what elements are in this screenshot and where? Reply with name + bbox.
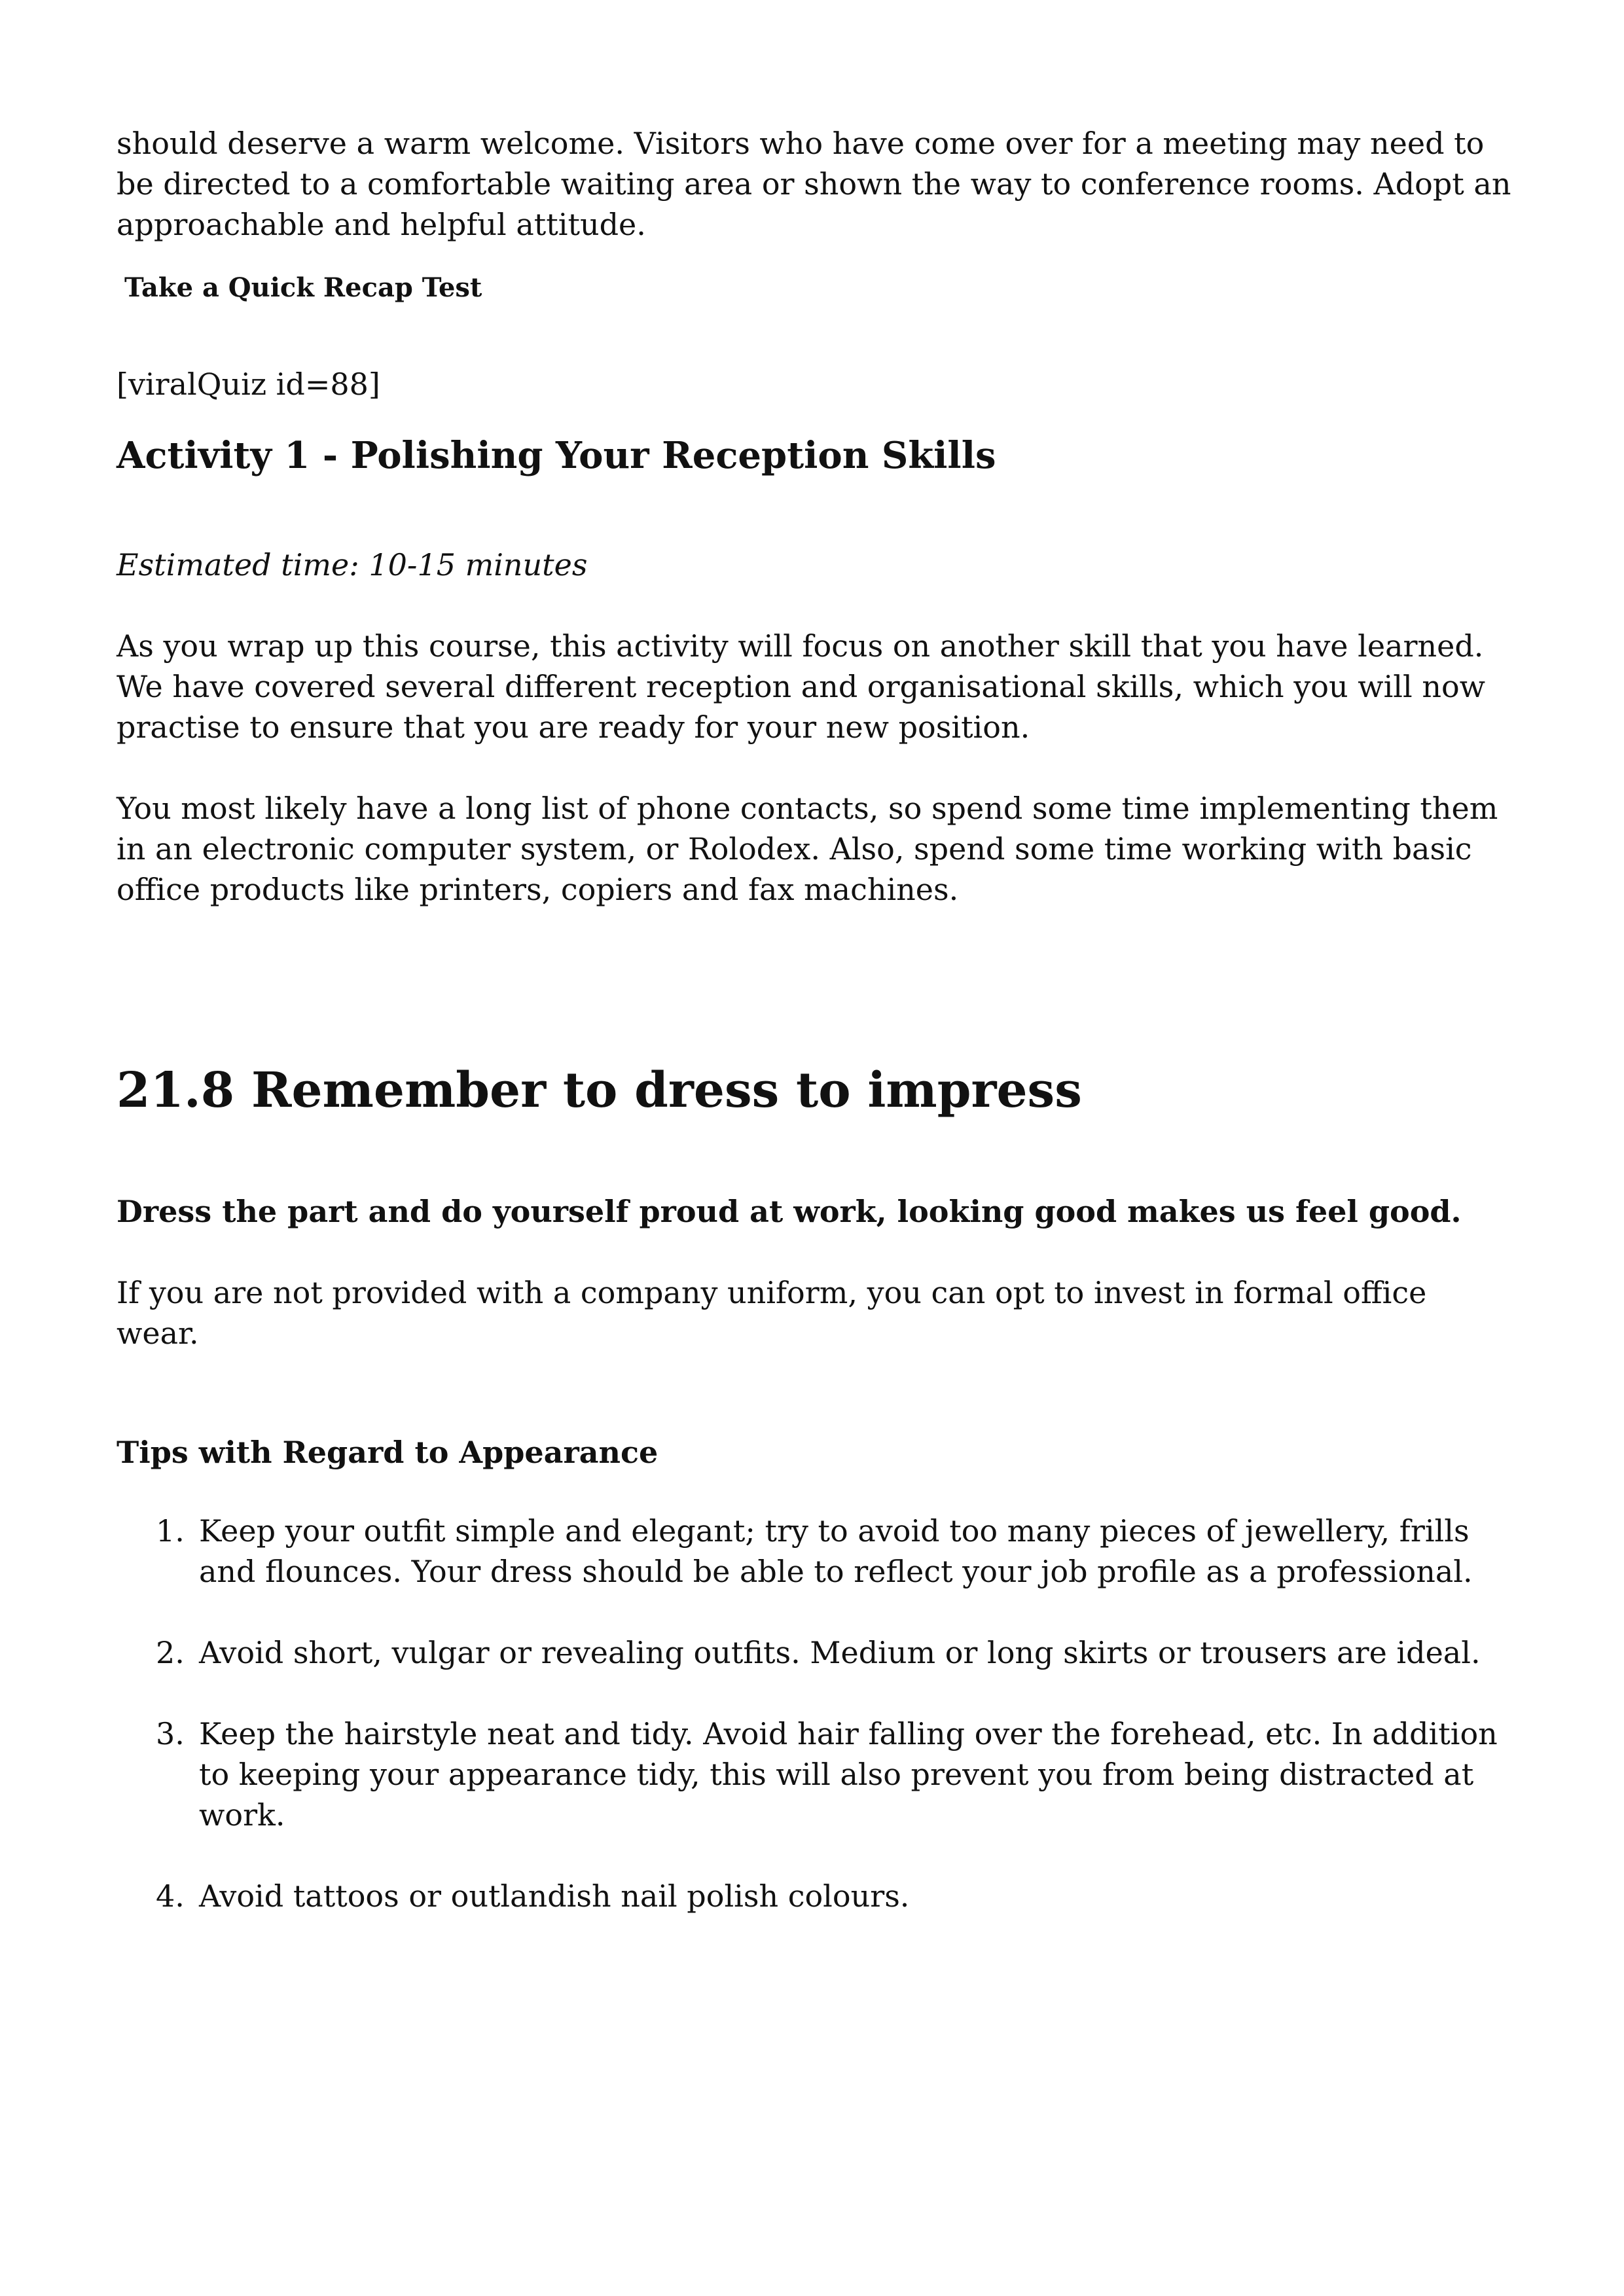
list-item <box>117 1632 1513 1673</box>
tips-heading: Tips with Regard to Appearance <box>117 1435 659 1470</box>
tips-list <box>117 1511 1513 1916</box>
section-body: If you are not provided with a company uniform, you can opt to invest in formal office wear. <box>117 1275 1427 1351</box>
list-item <box>117 1713 1513 1835</box>
list-item <box>117 1876 1513 1916</box>
section-lead: Dress the part and do yourself proud at work, looking good makes us feel good. <box>117 1194 1462 1229</box>
quiz-shortcode: [viralQuiz id=88] <box>117 367 380 402</box>
estimated-time: Estimated time: 10-15 minutes <box>117 547 588 583</box>
list-item-number: 2. <box>156 1635 185 1670</box>
recap-test-label: Take a Quick Recap Test <box>124 272 482 303</box>
list-item-text: Keep your outfit simple and elegant; try to avoid too many pieces of jewellery, frills and flounces. Your dress should be able to reflect your job profile as a professional. <box>199 1513 1473 1589</box>
list-item-text: Avoid short, vulgar or revealing outfits. Medium or long skirts or trousers are ideal. <box>199 1635 1481 1670</box>
activity-paragraph: As you wrap up this course, this activity will focus on another skill that you have learned. We have covered several different reception and organisational skills, which you will now practise to ensure that you are ready for your new position. <box>117 628 1486 745</box>
intro-paragraph: should deserve a warm welcome. Visitors who have come over for a meeting may need to be directed to a comfortable waiting area or shown the way to conference rooms. Adopt an approachable and helpful attitude. <box>117 126 1511 242</box>
list-item <box>117 1511 1513 1592</box>
section-heading: 21.8 Remember to dress to impress <box>117 1062 1082 1119</box>
activity-paragraph: You most likely have a long list of phone contacts, so spend some time implementing them in an electronic computer system, or Rolodex. Also, spend some time working with basic office products like printers, copiers and fax machines. <box>117 791 1498 907</box>
list-item-text: Avoid tattoos or outlandish nail polish colours. <box>199 1878 910 1914</box>
activity-heading: Activity 1 - Polishing Your Reception Skills <box>117 434 996 477</box>
list-item-text: Keep the hairstyle neat and tidy. Avoid hair falling over the forehead, etc. In addition to keeping your appearance tidy, this will also prevent you from being distracted at work. <box>199 1716 1498 1833</box>
list-item-number: 4. <box>156 1878 185 1914</box>
list-item-number: 3. <box>156 1716 185 1751</box>
list-item-number: 1. <box>156 1513 185 1549</box>
